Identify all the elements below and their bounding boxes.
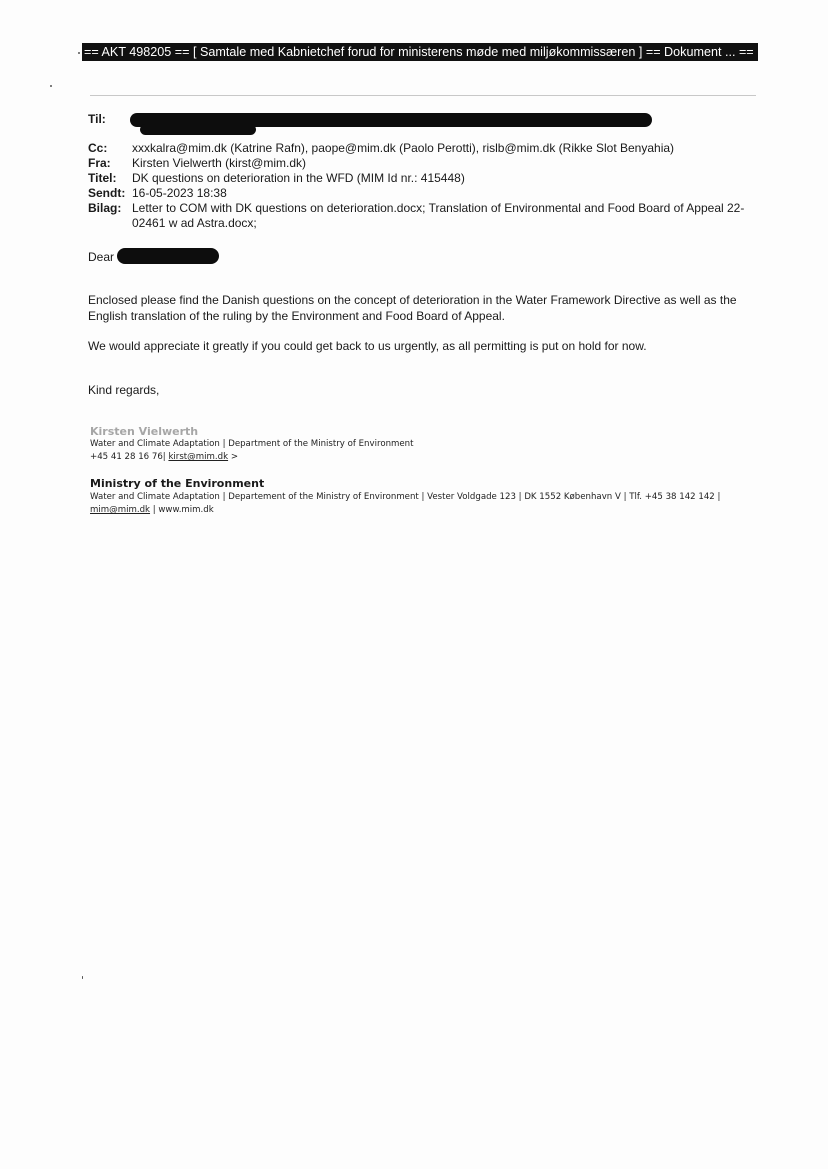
signature-department: Water and Climate Adaptation | Department of the Ministry of Environment bbox=[90, 439, 414, 449]
body-paragraph-1: Enclosed please find the Danish questions on the concept of deterioration in the Water Framework Directive as well as the English translation of the ruling by the Environment and Food Board of Appeal. bbox=[88, 293, 737, 323]
attachments-label: Bilag: bbox=[88, 201, 122, 215]
scan-speck bbox=[78, 52, 80, 54]
organization-address: Water and Climate Adaptation | Departement of the Ministry of Environment | Vester Voldgade 123 | DK 1552 København V | Tlf. +45 38 142 142 | bbox=[90, 492, 721, 502]
organization-name: Ministry of the Environment bbox=[90, 477, 265, 490]
cc-value: xxxkalra@mim.dk (Katrine Rafn), paope@mim.dk (Paolo Perotti), rislb@mim.dk (Rikke Slot Benyahia) bbox=[132, 141, 675, 155]
redaction-bar bbox=[140, 124, 256, 135]
scan-speck bbox=[50, 85, 52, 87]
attachments-value: Letter to COM with DK questions on deterioration.docx; Translation of Environmental and Food Board of Appeal 22-02461 w ad Astra.docx; bbox=[132, 201, 745, 230]
from-value: Kirsten Vielwerth (kirst@mim.dk) bbox=[132, 156, 306, 170]
title-value: DK questions on deterioration in the WFD (MIM Id nr.: 415448) bbox=[132, 171, 465, 185]
title-label: Titel: bbox=[88, 171, 117, 185]
scan-speck bbox=[82, 976, 83, 979]
cc-label: Cc: bbox=[88, 141, 108, 155]
body-paragraph-2: We would appreciate it greatly if you could get back to us urgently, as all permitting is put on hold for now. bbox=[88, 339, 647, 353]
from-label: Fra: bbox=[88, 156, 111, 170]
sent-label: Sendt: bbox=[88, 186, 126, 200]
header-divider bbox=[90, 95, 756, 96]
to-label: Til: bbox=[88, 112, 106, 126]
greeting: Dear bbox=[88, 250, 115, 264]
signature-email-link[interactable]: kirst@mim.dk bbox=[168, 452, 229, 462]
signature-name: Kirsten Vielwerth bbox=[90, 425, 199, 438]
organization-website[interactable]: | www.mim.dk bbox=[152, 505, 214, 515]
sent-value: 16-05-2023 18:38 bbox=[132, 186, 227, 200]
redaction-bar bbox=[117, 248, 219, 264]
document-id-banner: == AKT 498205 == [ Samtale med Kabnietchef forud for ministerens møde med miljøkommissæren ] == Dokument ... == bbox=[82, 43, 758, 61]
signature-contact bbox=[90, 451, 238, 463]
organization-email-link[interactable]: mim@mim.dk bbox=[90, 505, 151, 515]
signature-email-suffix: > bbox=[230, 452, 239, 462]
organization-contact bbox=[90, 504, 214, 516]
signature-phone: +45 41 28 16 76| bbox=[90, 452, 166, 462]
closing: Kind regards, bbox=[88, 383, 160, 397]
